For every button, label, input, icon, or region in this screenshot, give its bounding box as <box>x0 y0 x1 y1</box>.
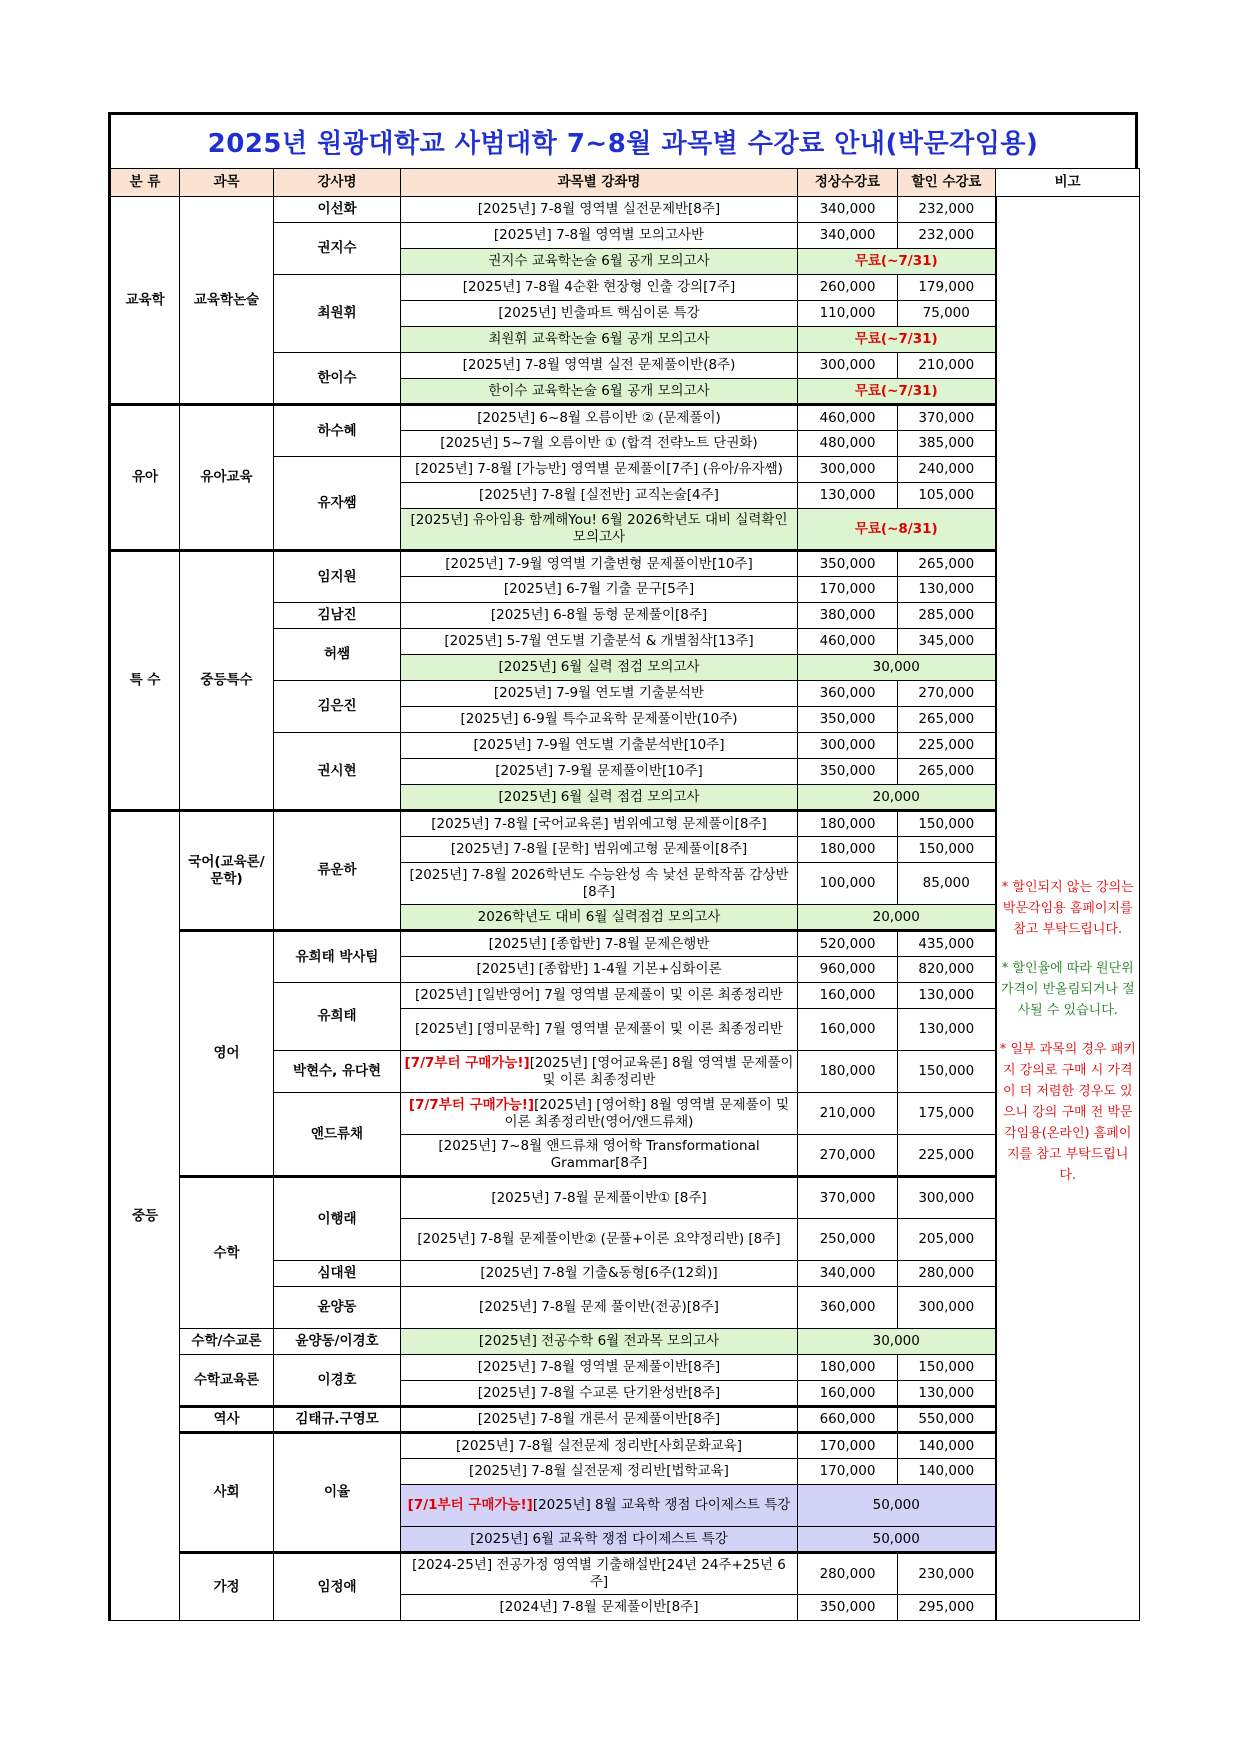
table-row <box>110 1329 1140 1355</box>
course-name: [2025년] 7-9월 연도별 기출분석반[10주] <box>473 737 725 753</box>
header-instructor: 강사명 <box>274 169 401 197</box>
course-name: [2025년] 6-9월 특수교육학 문제풀이반(10주) <box>460 711 738 727</box>
category-cell: 유아교육 <box>180 405 274 551</box>
course-name-cell <box>401 509 798 551</box>
category-cell: 특 수 <box>110 551 180 811</box>
course-name-cell <box>401 837 798 863</box>
discount-price-cell: 232,000 <box>898 197 996 223</box>
instructor-cell: 김남진 <box>274 603 401 629</box>
discount-price-cell: 150,000 <box>898 1051 996 1093</box>
flat-price-cell: 50,000 <box>798 1527 996 1553</box>
table-row <box>110 1433 1140 1459</box>
course-name-cell <box>401 1287 798 1329</box>
instructor-cell: 허쌤 <box>274 629 401 681</box>
course-name-cell <box>401 379 798 405</box>
instructor-cell: 이율 <box>274 1433 401 1553</box>
discount-price-cell: 230,000 <box>898 1553 996 1595</box>
course-name-cell <box>401 551 798 577</box>
free-badge: 무료(~7/31) <box>798 249 996 275</box>
instructor-cell: 이행래 <box>274 1177 401 1261</box>
course-name: [2025년] 7-8월 4순환 현장형 인출 강의[7주] <box>462 279 736 295</box>
course-name-cell <box>401 577 798 603</box>
regular-price-cell: 250,000 <box>798 1219 898 1261</box>
course-name-cell <box>401 707 798 733</box>
course-name: [2025년] 5~7월 오름이반 ① (합격 전략노트 단권화) <box>440 435 758 451</box>
regular-price-cell: 480,000 <box>798 431 898 457</box>
regular-price-cell: 100,000 <box>798 863 898 905</box>
discount-price-cell: 179,000 <box>898 275 996 301</box>
table-row <box>110 931 1140 957</box>
discount-price-cell: 280,000 <box>898 1261 996 1287</box>
instructor-cell: 윤양동/이경호 <box>274 1329 401 1355</box>
course-name-cell <box>401 301 798 327</box>
header-remarks: 비고 <box>996 169 1140 197</box>
regular-price-cell: 170,000 <box>798 577 898 603</box>
course-name: [2025년] 빈출파트 핵심이론 특강 <box>498 305 700 321</box>
course-name: [2025년] 7-9월 연도별 기출분석반 <box>493 685 705 701</box>
course-name-cell <box>401 863 798 905</box>
purchase-notice: [7/7부터 구매가능!] <box>404 1054 530 1071</box>
course-name-cell <box>401 457 798 483</box>
category-cell: 중등특수 <box>180 551 274 811</box>
regular-price-cell: 350,000 <box>798 1595 898 1621</box>
category-cell: 중등 <box>110 811 180 1621</box>
category-cell: 교육학 <box>110 197 180 405</box>
course-name: [2025년] [종합반] 1-4월 기본+심화이론 <box>476 961 722 977</box>
regular-price-cell: 280,000 <box>798 1553 898 1595</box>
regular-price-cell: 180,000 <box>798 811 898 837</box>
regular-price-cell: 180,000 <box>798 837 898 863</box>
category-cell: 수학/수교론 <box>180 1329 274 1355</box>
flat-price-cell: 30,000 <box>798 1329 996 1355</box>
course-name: [2025년] 6~8월 오름이반 ② (문제풀이) <box>477 409 721 426</box>
regular-price-cell: 180,000 <box>798 1355 898 1381</box>
regular-price-cell: 300,000 <box>798 457 898 483</box>
regular-price-cell: 110,000 <box>798 301 898 327</box>
course-name-cell <box>401 785 798 811</box>
table-row <box>110 1177 1140 1219</box>
discount-price-cell: 270,000 <box>898 681 996 707</box>
regular-price-cell: 350,000 <box>798 707 898 733</box>
discount-price-cell: 175,000 <box>898 1093 996 1135</box>
course-name: [2025년] 7-8월 [국어교육론] 범위예고형 문제풀이[8주] <box>431 815 767 832</box>
regular-price-cell: 520,000 <box>798 931 898 957</box>
flat-price-cell: 20,000 <box>798 785 996 811</box>
course-name-cell <box>401 811 798 837</box>
instructor-cell: 이경호 <box>274 1355 401 1407</box>
regular-price-cell: 350,000 <box>798 551 898 577</box>
free-badge: 무료(~7/31) <box>798 327 996 353</box>
course-name-cell <box>401 655 798 681</box>
discount-price-cell: 75,000 <box>898 301 996 327</box>
course-name: [2025년] [영미문학] 7월 영역별 문제풀이 및 이론 최종정리반 <box>415 1021 783 1037</box>
discount-price-cell: 150,000 <box>898 811 996 837</box>
instructor-cell: 한이수 <box>274 353 401 405</box>
instructor-cell: 임지원 <box>274 551 401 603</box>
regular-price-cell: 460,000 <box>798 629 898 655</box>
category-cell: 유아 <box>110 405 180 551</box>
course-name-cell <box>401 983 798 1009</box>
discount-price-cell: 370,000 <box>898 405 996 431</box>
course-name: [2025년] 7~8월 앤드류채 영어학 Transformational Grammar[8주] <box>438 1138 760 1171</box>
regular-price-cell: 160,000 <box>798 1381 898 1407</box>
regular-price-cell: 340,000 <box>798 223 898 249</box>
discount-price-cell: 265,000 <box>898 707 996 733</box>
instructor-cell: 앤드류채 <box>274 1093 401 1177</box>
course-name-cell <box>401 1177 798 1219</box>
course-name: [2025년] 7-8월 2026학년도 수능완성 속 낯선 문학작품 감상반 [8주] <box>409 866 789 900</box>
instructor-cell: 김태규.구영모 <box>274 1407 401 1433</box>
course-name-cell <box>401 353 798 379</box>
discount-price-cell: 105,000 <box>898 483 996 509</box>
course-name-cell <box>401 483 798 509</box>
flat-price-cell: 30,000 <box>798 655 996 681</box>
course-name: 2026학년도 대비 6월 실력점검 모의고사 <box>477 908 721 925</box>
table-row <box>110 811 1140 837</box>
course-name-cell <box>401 1407 798 1433</box>
course-name: [2025년] 7-8월 실전문제 정리반[사회문화교육] <box>456 1437 742 1454</box>
price-sheet <box>108 112 1138 1621</box>
instructor-cell: 권지수 <box>274 223 401 275</box>
regular-price-cell: 370,000 <box>798 1177 898 1219</box>
instructor-cell: 윤양동 <box>274 1287 401 1329</box>
course-name-cell <box>401 1051 798 1093</box>
course-name-cell <box>401 1009 798 1051</box>
course-name: [2025년] 8월 교육학 쟁점 다이제스트 특강 <box>532 1497 791 1513</box>
course-name-cell <box>401 275 798 301</box>
regular-price-cell: 380,000 <box>798 603 898 629</box>
course-name: [2025년] 7-8월 수교론 단기완성반[8주] <box>477 1384 721 1401</box>
flat-price-cell: 20,000 <box>798 905 996 931</box>
category-cell: 역사 <box>180 1407 274 1433</box>
discount-price-cell: 385,000 <box>898 431 996 457</box>
discount-price-cell: 295,000 <box>898 1595 996 1621</box>
course-name-cell <box>401 1553 798 1595</box>
course-name: [2025년] 7-8월 기출&동형[6주(12회)] <box>480 1265 718 1281</box>
regular-price-cell: 160,000 <box>798 983 898 1009</box>
discount-price-cell: 265,000 <box>898 759 996 785</box>
course-name-cell <box>401 1595 798 1621</box>
course-name: [2025년] 7-8월 영역별 실전 문제풀이반(8주) <box>462 357 736 373</box>
course-name-cell <box>401 249 798 275</box>
discount-price-cell: 240,000 <box>898 457 996 483</box>
course-name: [2025년] 전공수학 6월 전과목 모의고사 <box>478 1333 720 1349</box>
course-name-cell <box>401 1093 798 1135</box>
category-cell: 가정 <box>180 1553 274 1621</box>
remark-note: * 할인되지 않는 강의는 박문각임용 홈페이지를 참고 부탁드립니다. <box>1001 880 1134 937</box>
discount-price-cell: 140,000 <box>898 1433 996 1459</box>
course-name-cell <box>401 1381 798 1407</box>
free-badge: 무료(~8/31) <box>798 509 996 551</box>
discount-price-cell: 265,000 <box>898 551 996 577</box>
category-cell: 교육학논술 <box>180 197 274 405</box>
header-category: 분 류 <box>110 169 180 197</box>
course-name: [2025년] 6월 실력 점검 모의고사 <box>498 788 700 805</box>
regular-price-cell: 170,000 <box>798 1459 898 1485</box>
discount-price-cell: 232,000 <box>898 223 996 249</box>
course-name-cell <box>401 431 798 457</box>
header-discount-price: 할인 수강료 <box>898 169 996 197</box>
discount-price-cell: 285,000 <box>898 603 996 629</box>
course-name-cell <box>401 759 798 785</box>
regular-price-cell: 300,000 <box>798 353 898 379</box>
remark-note: * 할인율에 따라 원단위 가격이 반올림되거나 절사될 수 있습니다. <box>1000 961 1135 1018</box>
course-name-cell <box>401 629 798 655</box>
course-name: [2025년] 7-8월 [실전반] 교직논술[4주] <box>479 487 719 503</box>
course-name-cell <box>401 1135 798 1177</box>
instructor-cell: 유자쌤 <box>274 457 401 551</box>
remarks-cell <box>996 197 1140 1621</box>
discount-price-cell: 550,000 <box>898 1407 996 1433</box>
regular-price-cell: 960,000 <box>798 957 898 983</box>
course-name-cell <box>401 1329 798 1355</box>
course-name-cell <box>401 223 798 249</box>
course-name-cell <box>401 733 798 759</box>
discount-price-cell: 300,000 <box>898 1177 996 1219</box>
regular-price-cell: 160,000 <box>798 1009 898 1051</box>
course-name-cell <box>401 1459 798 1485</box>
discount-price-cell: 130,000 <box>898 1381 996 1407</box>
course-name: [2025년] 6월 교육학 쟁점 다이제스트 특강 <box>470 1530 728 1547</box>
regular-price-cell: 260,000 <box>798 275 898 301</box>
discount-price-cell: 210,000 <box>898 353 996 379</box>
header-regular-price: 정상수강료 <box>798 169 898 197</box>
course-name: [2025년] 7-9월 문제풀이반[10주] <box>495 763 703 779</box>
category-cell: 국어(교육론/문학) <box>180 811 274 931</box>
course-name-cell <box>401 957 798 983</box>
course-name: 한이수 교육학논술 6월 공개 모의고사 <box>488 382 710 399</box>
purchase-notice: [7/7부터 구매가능!] <box>408 1096 535 1113</box>
course-name: [2025년] 6-8월 동형 문제풀이[8주] <box>490 607 708 623</box>
table-row <box>110 1553 1140 1595</box>
discount-price-cell: 435,000 <box>898 931 996 957</box>
course-name: [2025년] 6-7월 기출 문구[5주] <box>503 581 695 597</box>
course-name-cell <box>401 405 798 431</box>
flat-price-cell: 50,000 <box>798 1485 996 1527</box>
course-name: [2025년] [종합반] 7-8월 문제은행반 <box>488 935 710 952</box>
regular-price-cell: 460,000 <box>798 405 898 431</box>
course-name-cell <box>401 1485 798 1527</box>
course-name: [2025년] 7-9월 영역별 기출변형 문제풀이반[10주] <box>445 555 753 572</box>
course-name: [2025년] [일반영어] 7월 영역별 문제풀이 및 이론 최종정리반 <box>415 987 783 1003</box>
remark-note: * 일부 과목의 경우 패키지 강의로 구매 시 가격이 더 저렴한 경우도 있으니 강의 구매 전 박문각임용(온라인) 홈페이지를 참고 부탁드립니다. <box>999 1042 1136 1183</box>
course-name: 최원휘 교육학논술 6월 공개 모의고사 <box>488 331 710 347</box>
course-name-cell <box>401 197 798 223</box>
course-name-cell <box>401 905 798 931</box>
course-name-cell <box>401 1355 798 1381</box>
course-name: [2025년] 7-8월 [가능반] 영역별 문제풀이[7주] (유아/유자쌤) <box>415 461 783 477</box>
course-name-cell <box>401 1433 798 1459</box>
course-name: [2025년] 5-7월 연도별 기출분석 & 개별첨삭[13주] <box>444 633 754 649</box>
instructor-cell: 하수혜 <box>274 405 401 457</box>
course-name-cell <box>401 603 798 629</box>
instructor-cell: 심대원 <box>274 1261 401 1287</box>
purchase-notice: [7/1부터 구매가능!] <box>407 1497 533 1513</box>
instructor-cell: 류운하 <box>274 811 401 931</box>
regular-price-cell: 360,000 <box>798 681 898 707</box>
instructor-cell: 박현수, 유다현 <box>274 1051 401 1093</box>
course-name: [2025년] 7-8월 영역별 모의고사반 <box>493 227 705 243</box>
discount-price-cell: 130,000 <box>898 983 996 1009</box>
discount-price-cell: 225,000 <box>898 733 996 759</box>
instructor-cell: 권시현 <box>274 733 401 811</box>
category-cell: 수학 <box>180 1177 274 1329</box>
course-name-cell <box>401 1261 798 1287</box>
regular-price-cell: 340,000 <box>798 197 898 223</box>
course-name-cell <box>401 681 798 707</box>
instructor-cell: 임정애 <box>274 1553 401 1621</box>
course-name: [2024년] 7-8월 문제풀이반[8주] <box>499 1599 699 1615</box>
regular-price-cell: 660,000 <box>798 1407 898 1433</box>
page-title: 2025년 원광대학교 사범대학 7~8월 과목별 수강료 안내(박문각임용) <box>108 112 1138 168</box>
discount-price-cell: 300,000 <box>898 1287 996 1329</box>
category-cell: 사회 <box>180 1433 274 1553</box>
course-name: [2025년] 7-8월 영역별 실전문제반[8주] <box>477 201 721 217</box>
header-course: 과목별 강좌명 <box>401 169 798 197</box>
course-name: [2024-25년] 전공가정 영역별 기출해설반[24년 24주+25년 6주] <box>412 1557 786 1590</box>
course-name: [2025년] 7-8월 문제풀이반② (문풀+이론 요약정리반) [8주] <box>417 1231 781 1247</box>
instructor-cell: 유희태 <box>274 983 401 1051</box>
regular-price-cell: 340,000 <box>798 1261 898 1287</box>
header-subject: 과목 <box>180 169 274 197</box>
table-row <box>110 1355 1140 1381</box>
course-name-cell <box>401 1527 798 1553</box>
table-row <box>110 197 1140 223</box>
instructor-cell: 이선화 <box>274 197 401 223</box>
course-name: [2025년] [영어교육론] 8월 영역별 문제풀이 및 이론 최종정리반 <box>529 1054 794 1088</box>
discount-price-cell: 225,000 <box>898 1135 996 1177</box>
discount-price-cell: 150,000 <box>898 1355 996 1381</box>
regular-price-cell: 210,000 <box>798 1093 898 1135</box>
course-name-cell <box>401 931 798 957</box>
course-name: [2025년] 6월 실력 점검 모의고사 <box>498 659 700 675</box>
discount-price-cell: 345,000 <box>898 629 996 655</box>
regular-price-cell: 300,000 <box>798 733 898 759</box>
regular-price-cell: 360,000 <box>798 1287 898 1329</box>
instructor-cell: 김은진 <box>274 681 401 733</box>
course-name: 권지수 교육학논술 6월 공개 모의고사 <box>488 253 710 269</box>
discount-price-cell: 130,000 <box>898 1009 996 1051</box>
course-name: [2025년] 7-8월 문제풀이반① [8주] <box>491 1189 707 1206</box>
category-cell: 수학교육론 <box>180 1355 274 1407</box>
course-name: [2025년] 7-8월 개론서 문제풀이반[8주] <box>477 1411 721 1427</box>
instructor-cell: 유희태 박사팀 <box>274 931 401 983</box>
regular-price-cell: 170,000 <box>798 1433 898 1459</box>
discount-price-cell: 140,000 <box>898 1459 996 1485</box>
discount-price-cell: 85,000 <box>898 863 996 905</box>
course-name: [2025년] 7-8월 [문학] 범위예고형 문제풀이[8주] <box>450 841 748 857</box>
discount-price-cell: 820,000 <box>898 957 996 983</box>
discount-price-cell: 150,000 <box>898 837 996 863</box>
course-name: [2025년] 7-8월 실전문제 정리반[법학교육] <box>469 1463 729 1479</box>
regular-price-cell: 350,000 <box>798 759 898 785</box>
regular-price-cell: 180,000 <box>798 1051 898 1093</box>
regular-price-cell: 130,000 <box>798 483 898 509</box>
category-cell: 영어 <box>180 931 274 1177</box>
table-row <box>110 551 1140 577</box>
course-name: [2025년] 7-8월 문제 풀이반(전공)[8주] <box>479 1299 719 1315</box>
discount-price-cell: 205,000 <box>898 1219 996 1261</box>
table-row <box>110 405 1140 431</box>
course-name: [2025년] 유아임용 함께해You! 6월 2026학년도 대비 실력확인 모의고사 <box>410 512 788 545</box>
price-table <box>108 168 1140 1621</box>
course-name: [2025년] [영어학] 8월 영역별 문제풀이 및 이론 최종정리반(영어/앤드류채) <box>504 1096 790 1130</box>
discount-price-cell: 130,000 <box>898 577 996 603</box>
table-row <box>110 1407 1140 1433</box>
course-name: [2025년] 7-8월 영역별 문제풀이반[8주] <box>477 1359 721 1375</box>
regular-price-cell: 270,000 <box>798 1135 898 1177</box>
course-name-cell <box>401 327 798 353</box>
course-name-cell <box>401 1219 798 1261</box>
instructor-cell: 최원휘 <box>274 275 401 353</box>
free-badge: 무료(~7/31) <box>798 379 996 405</box>
